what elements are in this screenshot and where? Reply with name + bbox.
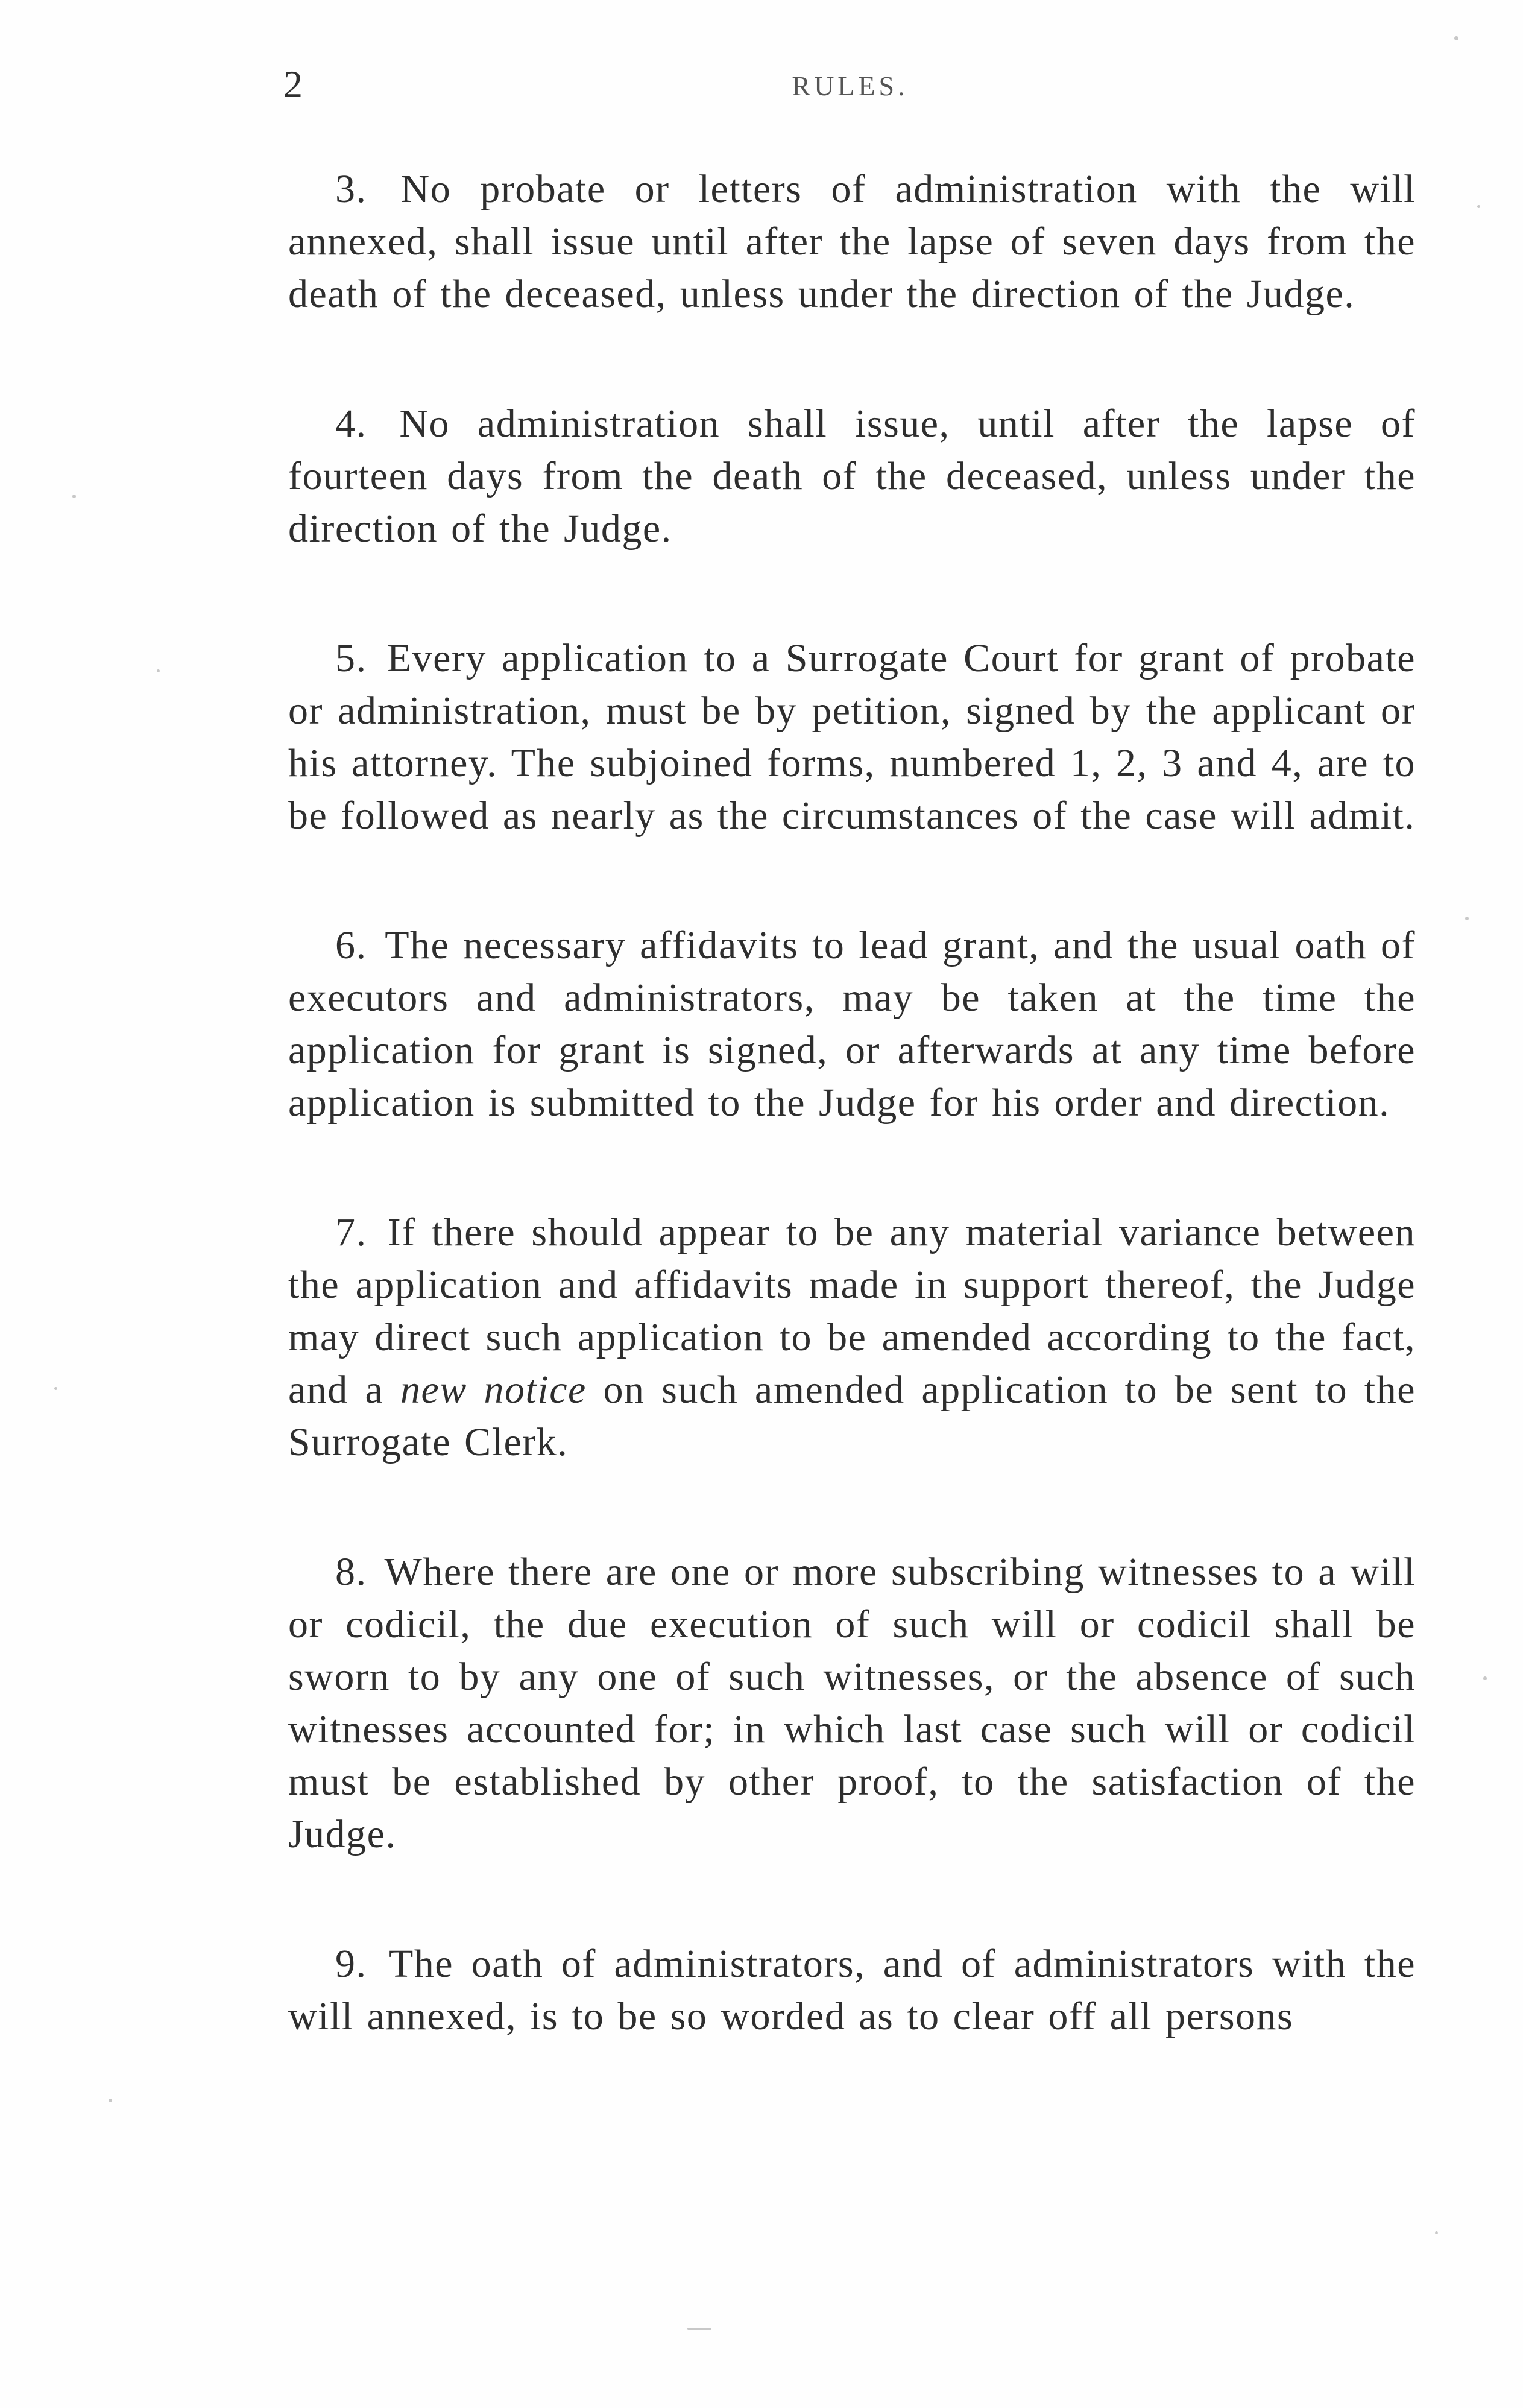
rule-text: Where there are one or more subscribing witnesses to a will or codicil, the due execution of such will or codicil shall be sworn to by any one of such witnesses, or the absence of such witnesses accounted for; in which last case such will or codicil must be established by other proof, to the satisfaction of the Judge.	[288, 1550, 1416, 1856]
rule-text: The oath of administrators, and of administrators with the will annexed, is to be so worded as to clear off all persons	[288, 1942, 1416, 2038]
rule-number: 3.	[335, 167, 367, 211]
scan-speck	[54, 1387, 57, 1390]
rule-text: The necessary affidavits to lead grant, and the usual oath of executors and administrators, may be taken at the time the application for grant is signed, or afterwards at any time before application is submitted to the Judge for his order and direction.	[288, 923, 1416, 1125]
rule-number: 4.	[335, 402, 367, 446]
scan-speck	[157, 669, 160, 672]
rule-4	[288, 397, 1416, 555]
scan-speck	[1465, 917, 1469, 920]
scan-speck	[1454, 36, 1458, 40]
scan-speck	[1477, 205, 1480, 208]
rule-8	[288, 1546, 1416, 1860]
rule-number: 6.	[335, 923, 367, 967]
page-header	[283, 57, 1417, 112]
rule-text: No probate or letters of administration with the will annexed, shall issue until after the lapse of seven days from the death of the deceased, unless under the direction of the Judge.	[288, 167, 1416, 316]
scan-speck	[72, 495, 76, 498]
page-number: 2	[283, 63, 303, 106]
scan-speck	[1435, 2231, 1438, 2234]
rule-number: 7.	[335, 1210, 367, 1254]
rule-text: Every application to a Surrogate Court for grant of probate or administration, must be by petition, signed by the applicant or his attorney. The subjoined forms, numbered 1, 2, 3 and 4, are to be followed as nearly as the circumstances of the case will admit.	[288, 636, 1416, 838]
rule-text: No administration shall issue, until after the lapse of fourteen days from the death of the deceased, unless under the direction of the Judge.	[288, 402, 1416, 551]
scan-speck	[109, 2099, 112, 2102]
scan-speck	[1483, 1676, 1487, 1680]
rule-3	[288, 163, 1416, 320]
rule-number: 5.	[335, 636, 367, 680]
rule-emphasis: new notice	[400, 1368, 587, 1412]
rule-text-continued: on such amended application to be sent to the Surrogate Clerk.	[288, 1368, 1416, 1464]
scan-speck	[687, 2328, 711, 2330]
rules-body	[288, 163, 1416, 2120]
rule-9	[288, 1938, 1416, 2043]
rule-7	[288, 1206, 1416, 1468]
rule-6	[288, 919, 1416, 1129]
running-head: RULES.	[792, 71, 909, 101]
rule-number: 8.	[335, 1550, 367, 1594]
rule-5	[288, 632, 1416, 842]
rule-text: If there should appear to be any material variance between the application and affidavits made in support thereof, the Judge may direct such application to be amended according to the fact, and a	[288, 1210, 1416, 1412]
rule-number: 9.	[335, 1942, 367, 1986]
